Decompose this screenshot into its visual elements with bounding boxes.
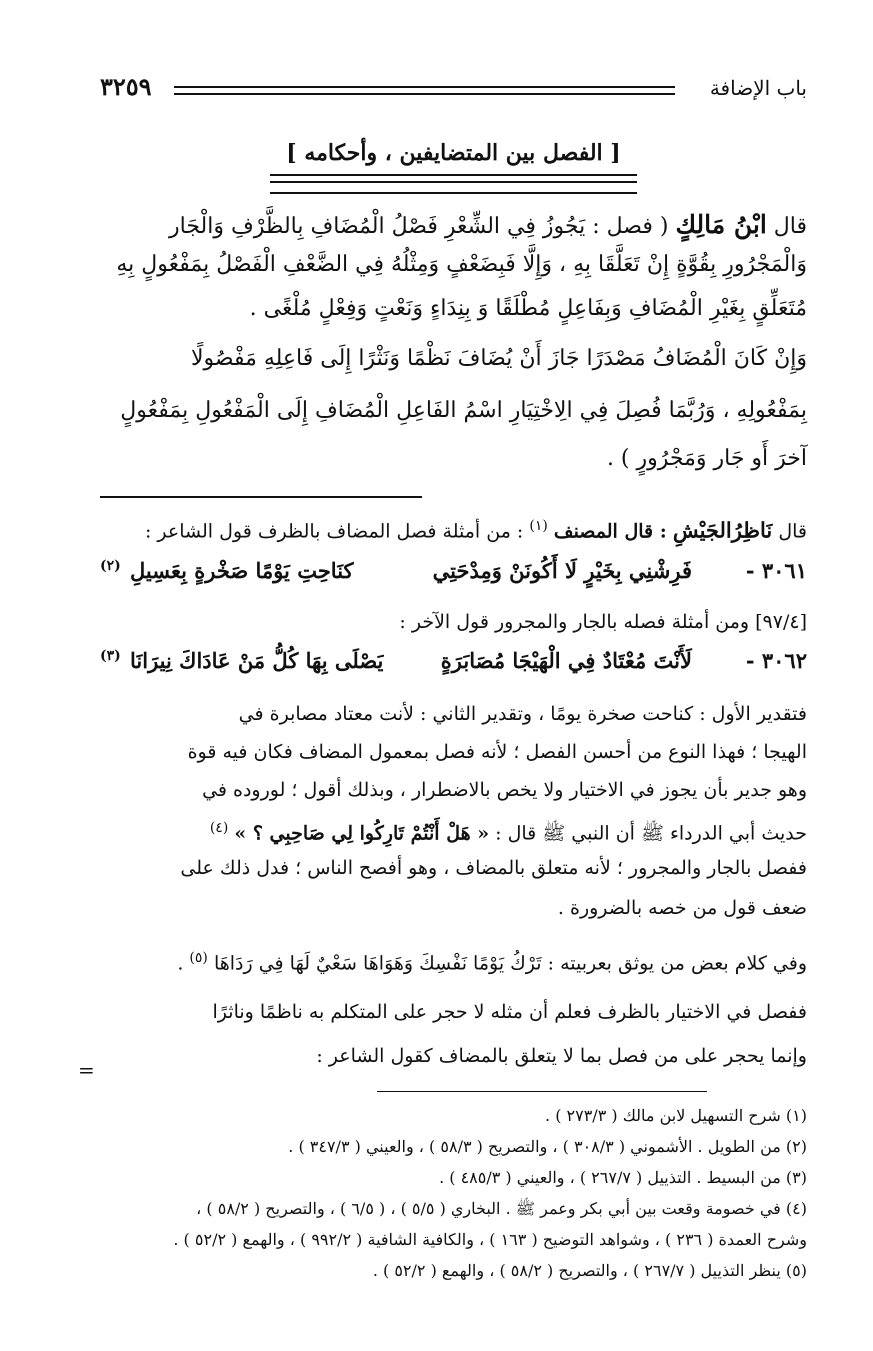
commentary-text: . [177, 952, 184, 975]
quoted-saying: تَرْكُ يَوْمًا نَفْسِكَ وَهَوَاهَا سَعْيٌ لَهَا فِي رَدَاهَا [213, 952, 542, 975]
footnote-ref: (٥) [189, 950, 208, 966]
commentary-text: وفي كلام بعض من يوثق بعربيته : [547, 952, 807, 975]
commentator-name: نَاظِرُالجَيْشِ [672, 517, 773, 543]
title-underline [270, 174, 637, 194]
matn-line: وَإِنْ كَانَ الْمُضَافُ مَصْدَرًا جَازَ أَنْ يُضَافَ نَظْمًا وَنَثْرًا إِلَى فَاعِلِهِ مَفْصُولًا [190, 346, 807, 371]
footnote: (٢) من الطويل . الأشموني ( ٣٠٨/٣ ) ، والتصريح ( ٥٨/٣ ) ، والعيني ( ٣٤٧/٣ ) . [288, 1137, 807, 1156]
footnote: (٥) ينظر التذييل ( ٢٦٧/٧ ) ، والتصريح ( ٥٨/٢ ) ، والهمع ( ٥٢/٢ ) . [372, 1261, 807, 1280]
footnote-ref: (١) [529, 518, 548, 534]
commentary-line: وهو جدير بأن يجوز في الاختيار ولا يخص بالاضطرار ، وبذلك أقول ؛ لوروده في [202, 779, 807, 801]
commentary-text: : قال المصنف [553, 520, 667, 543]
footnote: (٤) في خصومة وقعت بين أبي بكر وعمر ﷺ . البخاري ( ٥/٥ ) ، ( ٦/٥ ) ، والتصريح ( ٥٨/٢ ) ، [196, 1199, 807, 1218]
footnote-ref: (٣) [100, 648, 121, 664]
header-rule [174, 86, 675, 95]
commentary-text: : من أمثلة فصل المضاف بالظرف قول الشاعر : [144, 520, 524, 543]
verse-3062 [100, 648, 807, 682]
continuation-mark: = [78, 1058, 95, 1082]
commentary-line: ضعف قول من خصه بالضرورة . [557, 897, 807, 919]
matn-line: بِمَفْعُولِهِ ، وَرُبَّمَا فُصِلَ فِي الِاخْتِيَارِ اسْمُ الفَاعِلِ الْمُضَافِ إِلَى الْمَفْعُولِ بِمَفْعُولٍ [120, 398, 807, 423]
footnotes [100, 1100, 807, 1286]
footnote-continuation: وشرح العمدة ( ٢٣٦ ) ، وشواهد التوضيح ( ١٦٣ ) ، والكافية الشافية ( ٩٩٢/٢ ) ، والهمع ( ٥٢/٢ ) . [173, 1230, 807, 1249]
commentary-line [100, 812, 807, 849]
footnote-ref: (٤) [209, 820, 229, 836]
footnote: (١) شرح التسهيل لابن مالك ( ٢٧٣/٣ ) . [545, 1106, 807, 1125]
matn-text: ( فصل : يَجُوزُ فِي الشِّعْرِ فَصْلُ الْمُضَافِ بِالظَّرْفِ وَالْجَار [169, 214, 669, 239]
commentary-text: حديث أبي الدرداء ﷺ أن النبي ﷺ قال : [495, 822, 807, 845]
section-title: [ الفصل بين المتضايفين ، وأحكامه ] [286, 140, 621, 166]
commentary-text: قال [778, 520, 807, 543]
footnote-separator [377, 1091, 707, 1092]
matn-text: قال [773, 214, 807, 239]
running-header [100, 72, 807, 108]
hadith-quote: « هَلْ أَنْتُمْ تَارِكُوا لِي صَاحِبِي ؟ » [234, 822, 490, 845]
verse-number: ٣٠٦١ - [745, 558, 807, 583]
chapter-title: باب الإضافة [709, 76, 807, 100]
matn-line [100, 206, 807, 246]
verse-first-hemistich: فَرِشْنِي بِخَيْرٍ لَا أَكُونَنْ وَمِدْحَتِي [432, 558, 692, 583]
commentary-line: [٩٧/٤] ومن أمثلة فصله بالجار والمجرور قول الآخر : [399, 611, 807, 633]
verse-3061 [100, 558, 807, 592]
matn-line: آخرَ أَو جَار وَمَجْرُورٍ ) . [606, 446, 807, 471]
footnote: (٣) من البسيط . التذييل ( ٢٦٧/٧ ) ، والعيني ( ٤٨٥/٣ ) . [439, 1168, 807, 1187]
verse-first-hemistich: لَأَنْتَ مُعْتَادٌ فِي الْهَيْجَا مُصَابَرَةٍ [440, 648, 692, 673]
matn-separator [100, 496, 422, 498]
commentary-line: ففصل بالجار والمجرور ؛ لأنه متعلق بالمضاف ، وهو أفصح الناس ؛ فدل ذلك على [180, 857, 807, 879]
author-name: ابْنُ مَالِكٍ [675, 210, 767, 239]
matn-line: مُتَعَلِّقٍ بِغَيْرِ الْمُضَافِ وَبِفَاعِلٍ مُطْلَقًا وَ بِنِدَاءٍ وَنَعْتٍ وَفِعْلٍ مُلْغًى . [249, 296, 807, 321]
verse-number: ٣٠٦٢ - [745, 648, 807, 673]
commentary-line: وإنما يحجر على من فصل بما لا يتعلق بالمضاف كقول الشاعر : [316, 1045, 807, 1067]
verse-second-hemistich: يَصْلَى بِهَا كُلُّ مَنْ عَادَاكَ نِيرَانَا [130, 648, 384, 673]
commentary-line [100, 942, 807, 979]
commentary-line: الهيجا ؛ فهذا النوع من أحسن الفصل ؛ لأنه فصل بمعمول المضاف فكان فيه قوة [187, 741, 807, 763]
commentary-line: فتقدير الأول : كناحت صخرة يومًا ، وتقدير الثاني : لأنت معتاد مصابرة في [238, 703, 807, 725]
commentary-line [100, 510, 807, 547]
footnote-ref: (٢) [100, 558, 121, 574]
commentary-line: ففصل في الاختيار بالظرف فعلم أن مثله لا حجر على المتكلم به ناظمًا وناثرًا [212, 1001, 807, 1023]
matn-line: وَالْمَجْرُورِ بِقُوَّةٍ إِنْ تَعَلَّقَا بِهِ ، وَإِلَّا فَبِضَعْفٍ وَمِثْلُهُ فِي الضَّعْفِ الْفَصْلُ بِمَفْعُولٍ بِهِ [116, 252, 807, 277]
page-number: ٣٢٥٩ [100, 72, 152, 101]
verse-second-hemistich: كنَاحِتِ يَوْمًا صَخْرةٍ بِعَسِيلِ [130, 558, 354, 583]
